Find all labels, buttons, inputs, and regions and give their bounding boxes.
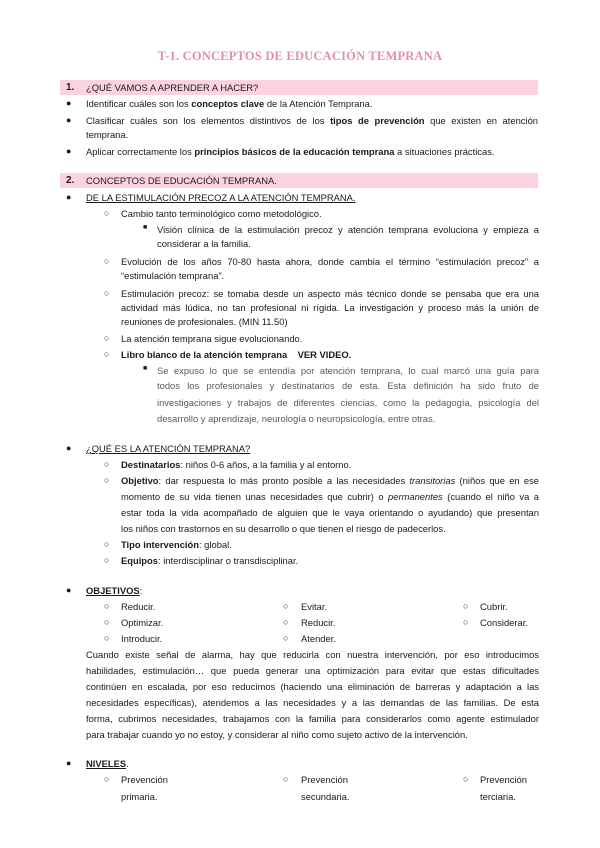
bullet-icon: ● (66, 146, 72, 156)
subsection-heading: NIVELES. (86, 758, 129, 769)
list-item-continuation: actividad más lúdica, no tan profesional ni rígida. La investigación y proceso más la unión de (121, 302, 539, 313)
list-item: Equipos: interdisciplinar o transdisciplinar. (121, 555, 299, 566)
circle-bullet-icon: ○ (283, 617, 289, 627)
list-item-continuation: momento de su vida tienen unas necesidades que cubrir) o permanentes (cuando el niño va a (121, 491, 539, 502)
level-item: Prevención (301, 774, 348, 785)
list-item-continuation: estar toda la vida acompañado de alguien que le vaya orientando o ayudando) que presentan (121, 507, 539, 518)
list-item: Cambio tanto terminológico como metodológico. (121, 208, 322, 219)
circle-bullet-icon: ○ (104, 555, 110, 565)
list-item-continuation: temprana. (86, 129, 129, 140)
objectives-paragraph-line: continúen en escalada, por eso reducimos (haciendo una eliminación de barreras y adaptación a las (86, 681, 539, 692)
section-1-number: 1. (66, 82, 75, 93)
circle-bullet-icon: ○ (104, 349, 110, 359)
bullet-icon: ● (66, 585, 72, 595)
circle-bullet-icon: ○ (283, 774, 289, 784)
objective-item: Cubrir. (480, 601, 508, 612)
section-1-heading: ¿QUÉ VAMOS A APRENDER A HACER? (86, 82, 259, 93)
list-item: La atención temprana sigue evolucionando. (121, 333, 303, 344)
list-item-continuation: todos los profesionales y destinatarios de esta. Esta definición ha sido fruto de (157, 380, 539, 391)
list-item: Identificar cuáles son los conceptos clave de la Atención Temprana. (86, 98, 373, 109)
list-item: Destinatarios: niños 0-6 años, a la familia y al entorno. (121, 459, 352, 470)
section-2-heading: CONCEPTOS DE EDUCACIÓN TEMPRANA. (86, 175, 277, 186)
page-title: T-1. CONCEPTOS DE EDUCACIÓN TEMPRANA (157, 49, 443, 63)
objectives-paragraph-line: forma, cubrimos necesidades, trabajamos con la familia para considerarlos como agente estimulador (86, 713, 539, 724)
circle-bullet-icon: ○ (104, 333, 110, 343)
list-item-continuation: “estimulación temprana”. (121, 270, 225, 281)
square-bullet-icon: ■ (143, 224, 148, 231)
objectives-paragraph-line: para trabajar cuando yo no estoy, y considerar al niño como sujeto activo de la intervención. (86, 729, 468, 740)
list-item: Se expuso lo que se entendía por atención temprana, lo cual marcó una guía para (157, 365, 539, 376)
level-item: secundaria. (301, 791, 350, 802)
objective-item: Introducir. (121, 633, 163, 644)
objectives-paragraph-line: habilidades, estimulación… que pueda generar una optimización para evitar que estas dificultades (86, 665, 539, 676)
level-item: Prevención (480, 774, 527, 785)
bullet-icon: ● (66, 758, 72, 768)
list-item: Libro blanco de la atención temprana VER VIDEO. (121, 349, 352, 360)
circle-bullet-icon: ○ (283, 601, 289, 611)
circle-bullet-icon: ○ (104, 539, 110, 549)
list-item-continuation: reuniones de profesionales. (MIN 11.50) (121, 316, 288, 327)
list-item: Aplicar correctamente los principios básicos de la educación temprana a situaciones prácticas. (86, 146, 495, 157)
list-item: Evolución de los años 70-80 hasta ahora, donde cambia el término “estimulación precoz” a (121, 256, 539, 267)
circle-bullet-icon: ○ (104, 256, 110, 266)
circle-bullet-icon: ○ (104, 288, 110, 298)
circle-bullet-icon: ○ (463, 774, 469, 784)
subsection-heading: ¿QUÉ ES LA ATENCIÓN TEMPRANA? (86, 443, 251, 454)
bullet-icon: ● (66, 443, 72, 453)
objectives-paragraph-line: Cuando existe señal de alarma, hay que reducirla con nuestra intervención, por eso introducimos (86, 649, 539, 660)
list-item-continuation: investigaciones y trabajos de diferentes ciencias, como la pedagogía, psicología del (157, 397, 539, 408)
circle-bullet-icon: ○ (463, 601, 469, 611)
level-item: primaria. (121, 791, 158, 802)
objective-item: Reducir. (121, 601, 156, 612)
bullet-icon: ● (66, 192, 72, 202)
objective-item: Considerar. (480, 617, 528, 628)
list-item-continuation: desarrollo y aprendizaje, neurología o neuropsicología, entre otras. (157, 413, 436, 424)
list-item: Estimulación precoz: se tomaba desde un aspecto más técnico donde se pensaba que era una (121, 288, 539, 299)
circle-bullet-icon: ○ (104, 208, 110, 218)
subsection-heading: DE LA ESTIMULACIÓN PRECOZ A LA ATENCIÓN TEMPRANA. (86, 192, 356, 203)
objective-item: Atender. (301, 633, 336, 644)
objectives-paragraph-line: necesidades específicas), atendemos a las necesidades y a las demandas de las familias. De esta (86, 697, 539, 708)
section-2-number: 2. (66, 175, 75, 186)
circle-bullet-icon: ○ (104, 475, 110, 485)
circle-bullet-icon: ○ (104, 459, 110, 469)
square-bullet-icon: ■ (143, 365, 148, 372)
level-item: terciaria. (480, 791, 516, 802)
bullet-icon: ● (66, 98, 72, 108)
level-item: Prevención (121, 774, 168, 785)
bullet-icon: ● (66, 115, 72, 125)
list-item: Objetivo: dar respuesta lo más pronto posible a las necesidades transitorias (niños que en ese (121, 475, 539, 486)
circle-bullet-icon: ○ (104, 774, 110, 784)
list-item: Visión clínica de la estimulación precoz y atención temprana evoluciona y empieza a (157, 224, 539, 235)
list-item: Tipo intervención: global. (121, 539, 232, 550)
subsection-heading: OBJETIVOS: (86, 585, 143, 596)
list-item-continuation: los niños con trastornos en su desarrollo o que tienen el riesgo de padecerlos. (121, 523, 446, 534)
objective-item: Evitar. (301, 601, 328, 612)
list-item-continuation: considerar a la familia. (157, 238, 251, 249)
circle-bullet-icon: ○ (104, 617, 110, 627)
objective-item: Optimizar. (121, 617, 164, 628)
circle-bullet-icon: ○ (463, 617, 469, 627)
list-item: Clasificar cuáles son los elementos distintivos de los tipos de prevención que existen en atención (86, 115, 539, 126)
objective-item: Reducir. (301, 617, 336, 628)
circle-bullet-icon: ○ (104, 601, 110, 611)
circle-bullet-icon: ○ (104, 633, 110, 643)
circle-bullet-icon: ○ (283, 633, 289, 643)
